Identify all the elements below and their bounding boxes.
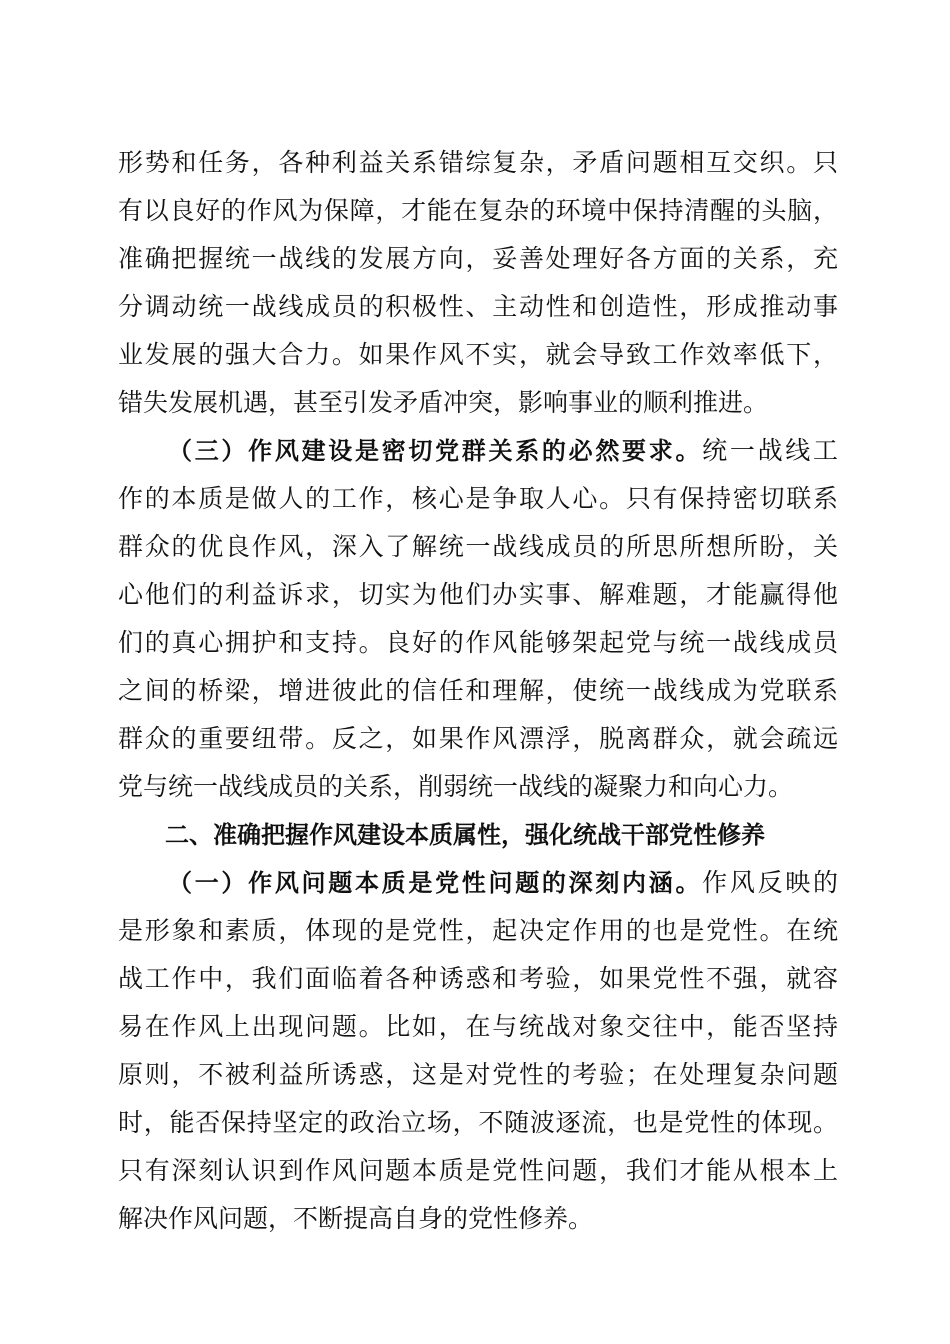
paragraph-3-line-8: 解决作风问题，不断提高自身的党性修养。	[118, 1204, 594, 1233]
paragraph-2-line-5: 们的真心拥护和支持。良好的作风能够架起党与统一战线成员	[118, 628, 838, 657]
paragraph-3-line-2: 是形象和素质，体现的是党性，起决定作用的也是党性。在统	[118, 916, 838, 945]
paragraph-3-line-3: 战工作中，我们面临着各种诱惑和考验，如果党性不强，就容	[118, 964, 838, 993]
paragraph-1-line-6: 错失发展机遇，甚至引发矛盾冲突，影响事业的顺利推进。	[118, 388, 769, 417]
paragraph-2-first-line-rest: 统一战线工	[702, 436, 838, 465]
paragraph-2-first-line	[168, 427, 838, 475]
paragraph-3-lead: （一）作风问题本质是党性问题的深刻内涵。	[168, 869, 703, 897]
section-heading: 二、准确把握作风建设本质属性，强化统战干部党性修养	[165, 821, 765, 849]
paragraph-1-line-5: 业发展的强大合力。如果作风不实，就会导致工作效率低下，	[118, 340, 838, 369]
paragraph-2-line-7: 群众的重要纽带。反之，如果作风漂浮，脱离群众，就会疏远	[118, 724, 838, 753]
paragraph-2-line-2: 作的本质是做人的工作，核心是争取人心。只有保持密切联系	[118, 484, 838, 513]
paragraph-3-line-5: 原则，不被利益所诱惑，这是对党性的考验；在处理复杂问题	[118, 1060, 838, 1089]
paragraph-2-lead: （三）作风建设是密切党群关系的必然要求。	[168, 437, 703, 465]
paragraph-2-line-4: 心他们的利益诉求，切实为他们办实事、解难题，才能赢得他	[118, 580, 838, 609]
paragraph-3-first-line-rest: 作风反映的	[702, 868, 838, 897]
paragraph-3-line-7: 只有深刻认识到作风问题本质是党性问题，我们才能从根本上	[118, 1156, 838, 1185]
paragraph-3-line-6: 时，能否保持坚定的政治立场，不随波逐流，也是党性的体现。	[118, 1108, 838, 1137]
paragraph-1-line-3: 准确把握统一战线的发展方向，妥善处理好各方面的关系，充	[118, 244, 838, 273]
paragraph-2-line-8: 党与统一战线成员的关系，削弱统一战线的凝聚力和向心力。	[118, 772, 794, 801]
paragraph-1-line-2: 有以良好的作风为保障，才能在复杂的环境中保持清醒的头脑，	[118, 196, 838, 225]
paragraph-2-line-3: 群众的优良作风，深入了解统一战线成员的所思所想所盼，关	[118, 532, 838, 561]
paragraph-1-line-1: 形势和任务，各种利益关系错综复杂，矛盾问题相互交织。只	[118, 148, 838, 177]
paragraph-2-line-6: 之间的桥梁，增进彼此的信任和理解，使统一战线成为党联系	[118, 676, 838, 705]
paragraph-1-line-4: 分调动统一战线成员的积极性、主动性和创造性，形成推动事	[118, 292, 838, 321]
paragraph-3-line-4: 易在作风上出现问题。比如，在与统战对象交往中，能否坚持	[118, 1012, 838, 1041]
paragraph-3-first-line	[168, 859, 838, 907]
